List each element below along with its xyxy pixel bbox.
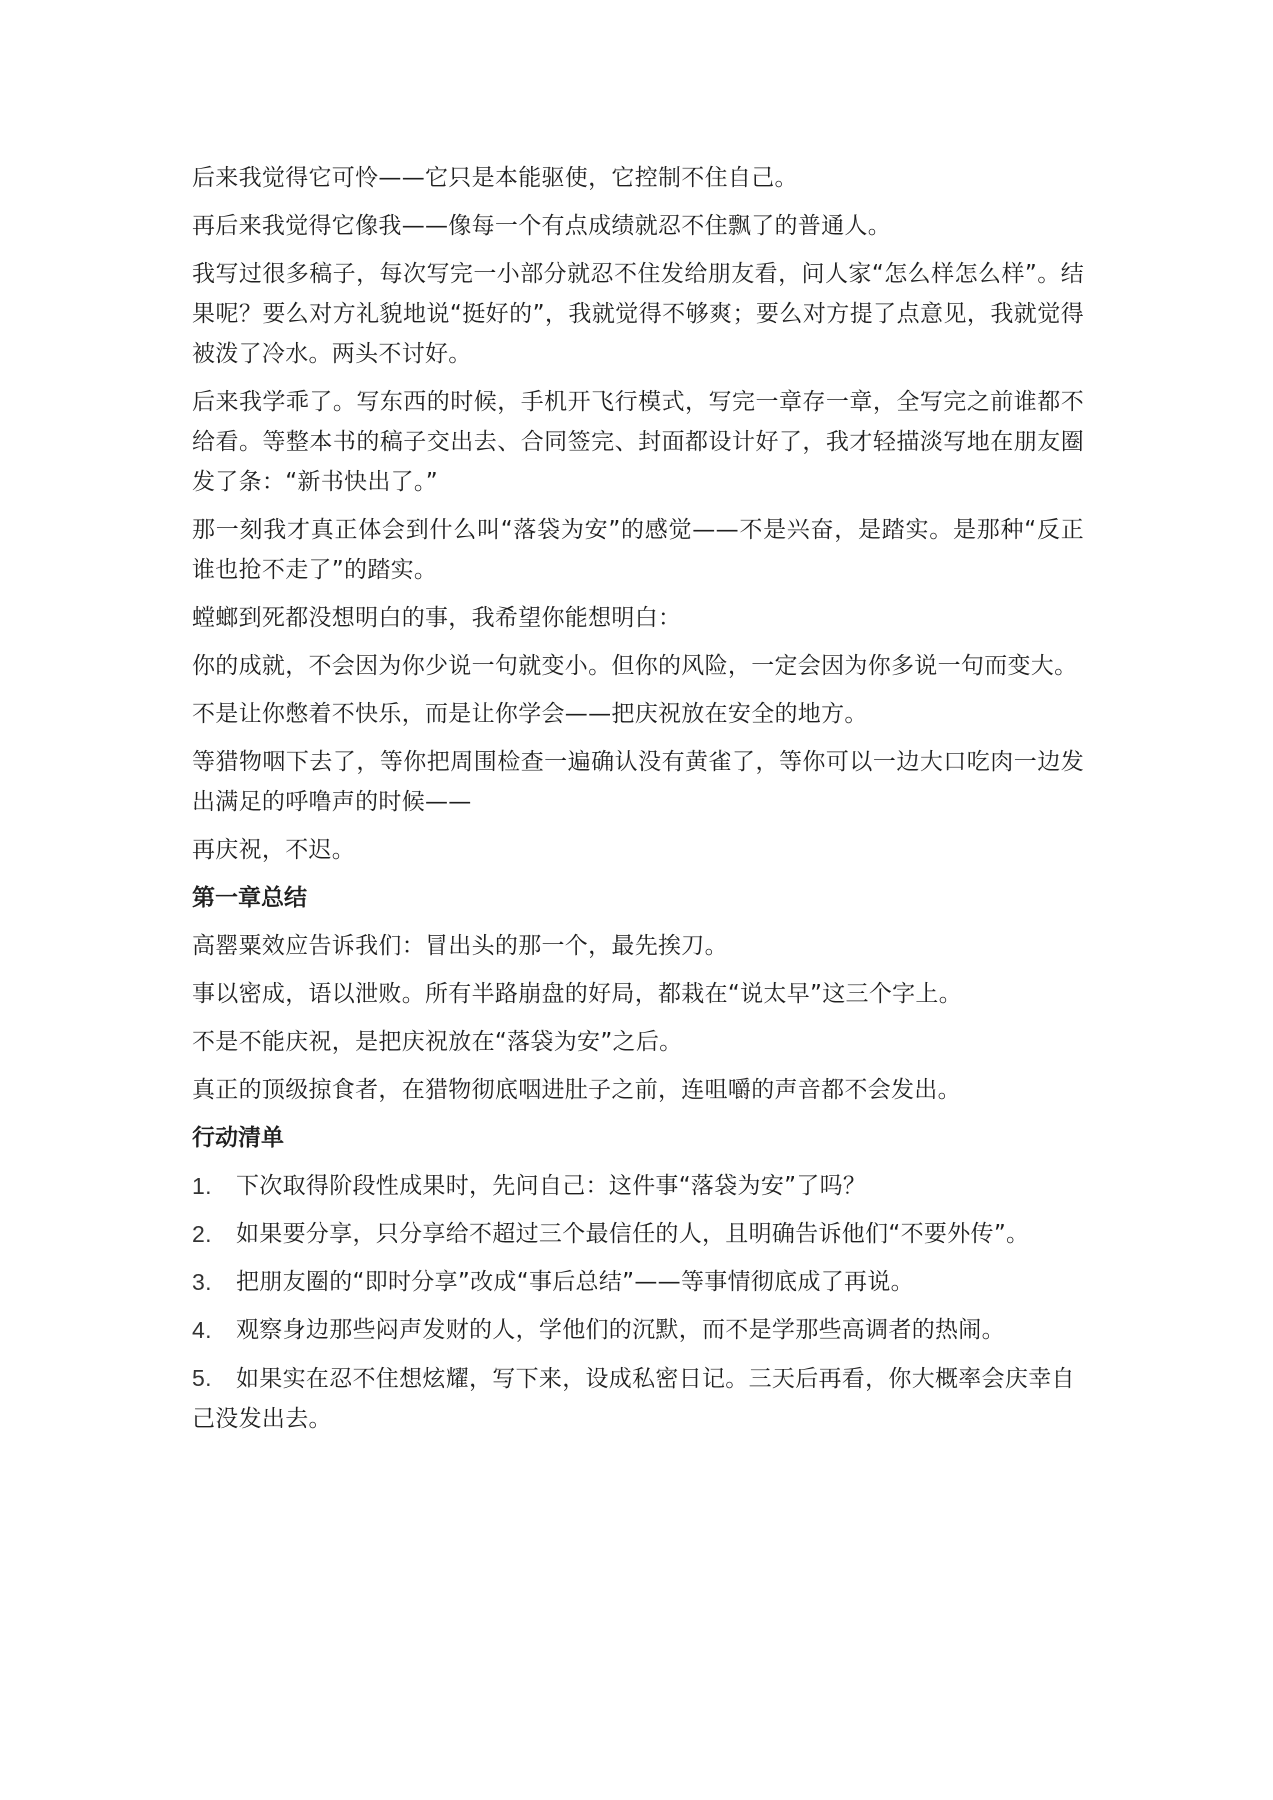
list-item	[192, 1358, 1084, 1439]
body-paragraph: 螳螂到死都没想明白的事，我希望你能想明白：	[192, 605, 682, 631]
body-paragraph: 不是让你憋着不快乐，而是让你学会——把庆祝放在安全的地方。	[192, 701, 868, 727]
list-item-number: 5.	[192, 1365, 212, 1391]
summary-paragraph: 真正的顶级掠食者，在猎物彻底咽进肚子之前，连咀嚼的声音都不会发出。	[192, 1077, 961, 1103]
list-item-number: 4.	[192, 1317, 212, 1343]
body-paragraph: 我写过很多稿子，每次写完一小部分就忍不住发给朋友看，问人家“怎么样怎么样”。结果呢？要么对方礼貌地说“挺好的”，我就觉得不够爽；要么对方提了点意见，我就觉得被泼了冷水。两头不讨好。	[192, 261, 1084, 367]
body-paragraph: 你的成就，不会因为你少说一句就变小。但你的风险，一定会因为你多说一句而变大。	[192, 653, 1078, 679]
action-list	[192, 1166, 1084, 1439]
list-item-text: 把朋友圈的“即时分享”改成“事后总结”——等事情彻底成了再说。	[236, 1269, 914, 1295]
list-item	[192, 1166, 1084, 1206]
body-paragraph: 后来我觉得它可怜——它只是本能驱使，它控制不住自己。	[192, 165, 798, 191]
body-paragraph: 等猎物咽下去了，等你把周围检查一遍确认没有黄雀了，等你可以一边大口吃肉一边发出满足的呼噜声的时候——	[192, 749, 1084, 815]
summary-paragraph: 事以密成，语以泄败。所有半路崩盘的好局，都栽在“说太早”这三个字上。	[192, 981, 963, 1007]
body-paragraph: 后来我学乖了。写东西的时候，手机开飞行模式，写完一章存一章，全写完之前谁都不给看。等整本书的稿子交出去、合同签完、封面都设计好了，我才轻描淡写地在朋友圈发了条：“新书快出了。”	[192, 389, 1084, 495]
document-page	[192, 158, 1084, 1447]
list-item-number: 1.	[192, 1173, 212, 1199]
list-item	[192, 1214, 1084, 1254]
summary-paragraph: 不是不能庆祝，是把庆祝放在“落袋为安”之后。	[192, 1029, 683, 1055]
summary-heading: 第一章总结	[192, 885, 307, 911]
summary-paragraph: 高罂粟效应告诉我们：冒出头的那一个，最先挨刀。	[192, 933, 728, 959]
list-item-number: 2.	[192, 1221, 212, 1247]
list-item	[192, 1262, 1084, 1302]
list-item-text: 如果实在忍不住想炫耀，写下来，设成私密日记。三天后再看，你大概率会庆幸自己没发出去。	[192, 1366, 1075, 1432]
list-item-text: 下次取得阶段性成果时，先问自己：这件事“落袋为安”了吗？	[236, 1173, 867, 1199]
action-list-heading: 行动清单	[192, 1125, 284, 1151]
list-item	[192, 1310, 1084, 1350]
body-paragraph: 那一刻我才真正体会到什么叫“落袋为安”的感觉——不是兴奋，是踏实。是那种“反正谁也抢不走了”的踏实。	[192, 517, 1084, 583]
body-paragraph: 再后来我觉得它像我——像每一个有点成绩就忍不住飘了的普通人。	[192, 213, 891, 239]
list-item-number: 3.	[192, 1269, 212, 1295]
list-item-text: 观察身边那些闷声发财的人，学他们的沉默，而不是学那些高调者的热闹。	[236, 1317, 1005, 1343]
body-paragraph: 再庆祝，不迟。	[192, 837, 356, 863]
list-item-text: 如果要分享，只分享给不超过三个最信任的人，且明确告诉他们“不要外传”。	[236, 1221, 1030, 1247]
